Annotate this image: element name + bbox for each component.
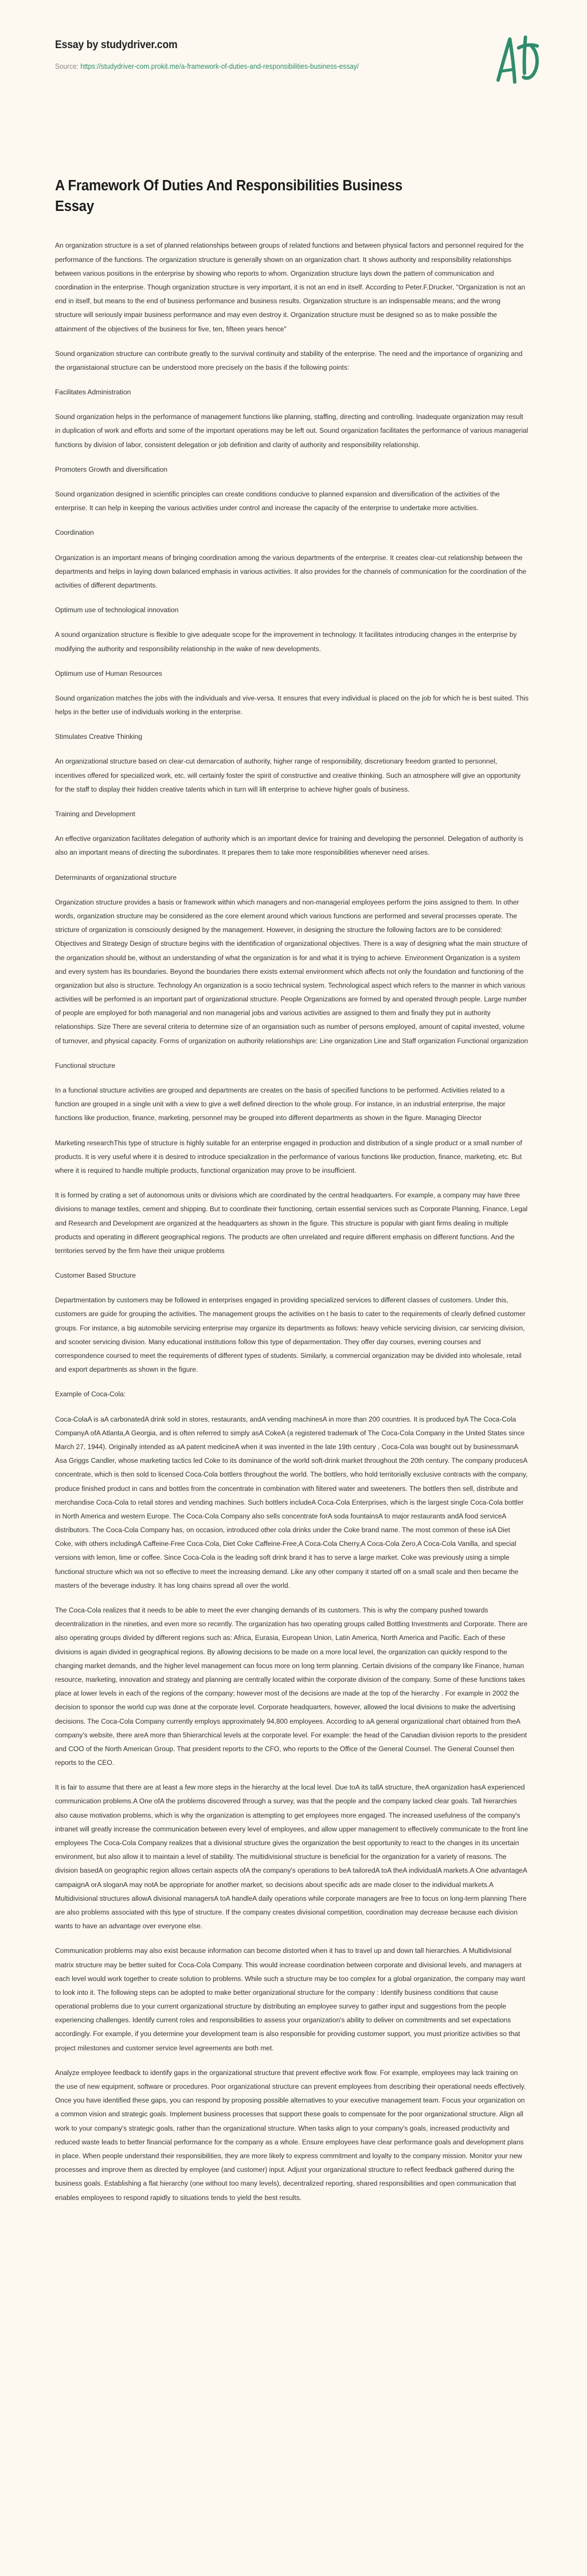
body-paragraph: Communication problems may also exist because information can become distorted when it has to travel up and down tall hierarchies. A Multidivisional matrix structure may be better suited for Coca-Cola Company. This would increase coordination between corporate and divisional levels, and managers at each level would work together to create solution to problems. While such a structure may be too complex for a global organization, the company may want to look into it. The following steps can be adopted to make better organizational structure for the company : Identify business conditions that cause operational problems due to your current organizational structure by distributing an employee survey to gather input and suggestions from the people experiencing challenges. Identify current roles and responsibilities to assess your organization's ability to deliver on commitments and set expectations accordingly. For example, if you determine your development team is also responsible for providing customer support, you must prioritize activities so that project milestones and customer service level agreements are both met. <box>55 1947 526 2052</box>
body-paragraph: Departmentation by customers may be followed in enterprises engaged in providing specialized services to different classes of customers. Under this, customers are guide for grouping the activities. The management groups the activities on t he basis to cater to the requirements of clearly defined customer groups. For instance, a big automobile servicing enterprise may organize its departments as follows: heavy vehicle servicing division, car servicing division, and scooter servicing division. Many educational institutions follow this type of deparmentation. They offer day courses, evening courses and correspondence coursed to meet the requirements of different types of students. Similarly, a commercial organization may be divided into wholesale, retail and export departments as shown in the figure. <box>55 1296 526 1374</box>
section-heading: Promoters Growth and diversification <box>55 465 168 473</box>
section-heading: Stimulates Creative Thinking <box>55 733 142 741</box>
section-heading: Functional structure <box>55 1061 116 1070</box>
body-paragraph: Sound organization matches the jobs with the individuals and vive-versa. It ensures that every individual is placed on the job for which he is best suited. This helps in the better use of individuals working in the enterprise. <box>55 694 529 717</box>
body-paragraph: Organization structure provides a basis or framework within which managers and non-managerial employees perform the joins assigned to them. In other words, organization structure may be considered as the core element around which various functions are performed and several processes operate. The stricture of organization is consciously designed by the management. However, in designing the structure the following factors are to be considered: Objectives and Strategy Design of structure begins with the identification of organizational objectives. There is a way of designing what the main structure of the organization should be, without an understanding of what the organization is for and what it is trying to achieve. Environment Organization is a system and every system has its boundaries. Beyond the boundaries there exists external environment which affects not only the foundation and functioning of the organization but also is structure. Technology An organization is a socio technical system. Technological aspect which refers to the manner in which various activities will be performed is an important part of organizational structure. People Organizations are formed by and operated through people. Large number of people are employed for both managerial and non managerial jobs and various activities are assigned to them and finally they put in authority relationships. Size There are several criteria to determine size of an organsiation such as number of persons employed, amount of capital invested, volume of turnover, and physical capacity. Forms of organization on authority relationships are: Line organization Line and Staff organization Functional organization <box>55 898 529 1045</box>
source-url-link[interactable]: https://studydriver-com.prokit.me/a-framework-of-duties-and-responsibilities-business-essay/ <box>80 62 359 71</box>
body-paragraph: Coca-ColaA is aA carbonatedA drink sold in stores, restaurants, andA vending machinesA in more than 200 countries. It is produced byA The Coca-Cola CompanyA ofA Atlanta,A Georgia, and is often referred to simply asA CokeA (a registered trademark of The Coca-Cola Company in the United States since March 27, 1944). Originally intended as aA patent medicineA when it was invented in the late 19th century , Coca-Cola was bought out by businessmanA Asa Griggs Candler, whose marketing tactics led Coke to its dominance of the world soft-drink market throughout the 20th century. The company producesA concentrate, which is then sold to licensed Coca-Cola bottlers throughout the world. The bottlers, who hold territorially exclusive contracts with the company, produce finished product in cans and bottles from the concentrate in combination with filtered water and sweeteners. The bottlers then sell, distribute and merchandise Coca-Cola to retail stores and vending machines. Such bottlers includeA Coca-Cola Enterprises, which is the largest single Coca-Cola bottler in North America and western Europe. The Coca-Cola Company also sells concentrate forA soda fountainsA to major restaurants andA food serviceA distributors. The Coca-Cola Company has, on occasion, introduced other cola drinks under the Coke brand name. The most common of these isA Diet Coke, with others includingA Caffeine-Free Coca-Cola, Diet Coke Caffeine-Free,A Coca-Cola Cherry,A Coca-Cola Zero,A Coca-Cola Vanilla, and special versions with lemon, lime or coffee. Since Coca-Cola is the leading soft drink brand it has to serve a large market. Coke was previously using a simple functional structure which wa not so effective to meet the increasing demand. Like any other company it started off on a small scale and then became the masters of the beverage industry. It has long chains spread all over the world. <box>55 1415 528 1590</box>
page-header <box>0 0 587 108</box>
body-paragraph: An organizational structure based on clear-cut demarcation of authority, higher range of responsibility, discretionary freedom granted to personnel, incentives offered for specialized work, etc. will certainly foster the spirit of constructive and creative thinking. Such an atmosphere will give an opportunity for the staff to display their hidden creative talents which in turn will lift enterprise to achieve higher goals of business. <box>55 757 521 793</box>
section-heading: Optimum use of Human Resources <box>55 669 162 678</box>
body-paragraph: Sound organization structure can contribute greatly to the survival continuity and stability of the enterprise. The need and the importance of organizing and the organistaional structure can be understood more precisely on the basis if the following points: <box>55 349 523 371</box>
body-paragraph: Sound organization designed in scientific principles can create conditions conducive to planned expansion and diversification of the activities of the enterprise. It can help in keeping the various activities under control and increase the capacity of the enterprise to undertake more activities. <box>55 490 500 512</box>
section-heading: Determinants of organizational structure <box>55 873 177 882</box>
section-heading: Customer Based Structure <box>55 1271 136 1280</box>
source-line <box>55 61 393 73</box>
body-paragraph: Marketing researchThis type of structure is highly suitable for an enterprise engaged in production and distribution of a single product or a small number of products. It is very useful where it is desired to introduce specialization in the performance of various functions like production, finance, marketing, etc. But where it is required to handle multiple products, functional organization may prove to be insufficient. <box>55 1138 522 1175</box>
body-paragraph: A sound organization structure is flexible to give adequate scope for the improvement in technology. It facilitates introducing changes in the enterprise by modifying the authority and responsibility relationship in the wake of new developments. <box>55 631 517 653</box>
section-heading: Facilitates Administration <box>55 388 131 397</box>
section-heading: Training and Development <box>55 810 135 819</box>
essay-body <box>55 238 546 2204</box>
site-title: Essay by studydriver.com <box>55 39 178 51</box>
section-heading: Optimum use of technological innovation <box>55 606 179 614</box>
source-label: Source: <box>55 62 79 71</box>
body-paragraph: Analyze employee feedback to identify gaps in the organizational structure that prevent effective work flow. For example, employees may lack training on the use of new equipment, software or procedures. Poor organizational structure can prevent employees from describing their operational needs effectively. Once you have identified these gaps, you can respond by proposing possible alternatives to your executive management team. Focus your organization on a common vision and strategic goals. Implement business processes that support these goals to compensate for the poor organizational structure. Align all work to your company's strategic goals, rather than the organizational structure. When tasks align to your company's goals, increased productivity and reduced waste leads to better financial performance for the company as a whole. Ensure employees have clear performance goals and development plans in place. When people understand their responsibilities, they are more likely to express commitment and loyalty to the company mission. Monitor your new processes and improve them as directed by employee (and customer) input. Adjust your organizational structure to reflect feedback gathered during the business goals. Establishing a flat hierarchy (one without too many levels), decentralized reporting, shared responsibilities and open communication that enables employees to respond rapidly to situations tends to yield the best results. <box>55 2068 526 2202</box>
body-paragraph: It is fair to assume that there are at least a few more steps in the hierarchy at the local level. Due toA its tallA structure, theA organization hasA experienced communication problems.A One ofA the problems discovered through a survey, was that the people and the company lacked clear goals. Tall hierarchies also cause motivation problems, which is why the organization is attempting to get employees more engaged. The increased usefulness of the company's intranet will greatly increase the communication between every level of employees, and allow upper management to effectively communicate to the front line employees The Coca-Cola Company realizes that a divisional structure gives the organization the best opportunity to react to the changes in its uncertain environment, but also allow it to maintain a level of stability. The multidivisional structure is beneficial for the organization for a variety of reasons. The division basedA on geographic region allows certain aspects ofA the company's operations to beA tailoredA toA theA individualA markets.A One advantageA campaignA orA sloganA may notA be appropriate for another market, so decisions about specific ads are made closer to the individual markets.A Multidivisional structures allowA divisional managersA toA handleA daily operations while corporate managers are free to focus on long-term planning There are also problems associated with this type of structure. If the company creates divisional competition, coordination may decrease because each division wants to have an advantage over everyone else. <box>55 1783 529 1931</box>
body-paragraph: Sound organization helps in the performance of management functions like planning, staffing, directing and controlling. Inadequate organization may result in duplication of work and efforts and some of the important operations may be left out. Sound organization facilitates the performance of various managerial functions by division of labor, consistent delegation or job definition and clarity of authority and responsibility relationship. <box>55 413 529 449</box>
section-heading: Coordination <box>55 528 94 537</box>
body-paragraph: Organization is an important means of bringing coordination among the various departments of the enterprise. It creates clear-cut relationship between the departments and helps in laying down balanced emphasis in various activities. It also provides for the channels of communication for the coordination of the activities of different departments. <box>55 553 527 589</box>
section-heading: Example of Coca-Cola: <box>55 1390 126 1399</box>
body-paragraph: The Coca-Cola realizes that it needs to be able to meet the ever changing demands of its customers. This is why the company pushed towards decentralization in the nineties, and even more so recently. The organization has two operating groups called Bottling Investments and Corporate. There are also operating groups divided by different regions such as: Africa, Eurasia, European Union, Latin America, North America and Pacific. Each of these divisions is again divided in geographical regions. By allowing decisions to be made on a more local level, the organization can quickly respond to the changing market demands, and the higher level management can focus more on long term planning. Certain divisions of the company like Finance, human resource, marketing, innovation and strategy and planning are centrally located within the corporate division of the company. Some of these functions takes place at lower levels in each of the regions of the company; however most of the decisions are made at the top of the hierarchy . For example in 2002 the decision to sponsor the world cup was done at the corporate level. Corporate headquarters, however, allowed the local divisions to make the advertising decisions. The Coca-Cola Company currently employs approximately 94,800 employees. According to aA general organizational chart obtained from theA company's website, there areA more than 5hierarchical levels at the corporate level. For example: the head of the Canadian division reports to the president and COO of the North American Group. That president reports to the CFO, who reports to the Office of the General Counsel. The General Counsel then reports to the CEO. <box>55 1606 528 1767</box>
a-plus-logo-icon <box>493 33 542 86</box>
body-paragraph: It is formed by crating a set of autonomous units or divisions which are coordinated by the central headquarters. For example, a company may have three divisions to manage textiles, cement and shipping. But to coordinate their functioning, certain essential services such as Corporate Planning, Finance, Legal and Research and Development are organized at the headquarters as shown in the figure. This structure is popular with giant firms dealing in multiple products and operating in different geographical regions. The products are often unrelated and require different emphasis on different functions. And the territories served by the firm have their unique problems <box>55 1191 528 1255</box>
body-paragraph: An effective organization facilitates delegation of authority which is an important device for training and developing the personnel. Delegation of authority is also an important means of directing the subordinates. It prepares them to take more responsibilities whenever need arises. <box>55 835 523 857</box>
essay-content <box>0 108 587 2205</box>
page-title: A Framework Of Duties And Responsibilities Business Essay <box>55 178 402 215</box>
body-paragraph: In a functional structure activities are grouped and departments are creates on the basis of specified functions to be performed. Activities related to a function are grouped in a single unit with a view to give a well defined direction to the whole group. For instance, in an industrial enterprise, the major functions like production, finance, marketing, personnel may be grouped into different departments as shown in the figure. Managing Director <box>55 1086 506 1122</box>
body-paragraph: An organization structure is a set of planned relationships between groups of related functions and between physical factors and personnel required for the performance of the functions. The organization structure is generally shown on an organization chart. It shows authority and responsibility relationships between various positions in the enterprise by showing who reports to whom. Organization structure lays down the pattern of communication and coordination in the enterprise. Though organization structure is very important, it is not an end in itself. According to Peter.F.Drucker, "Organization is not an end in itself, but means to the end of business performance and business results. Organization structure is an indispensable means; and the wrong structure will seriously impair business performance and may even destroy it. Organization structure must be designed so as to make possible the attainment of the objectives of the business for five, ten, fifteen years hence" <box>55 241 526 333</box>
